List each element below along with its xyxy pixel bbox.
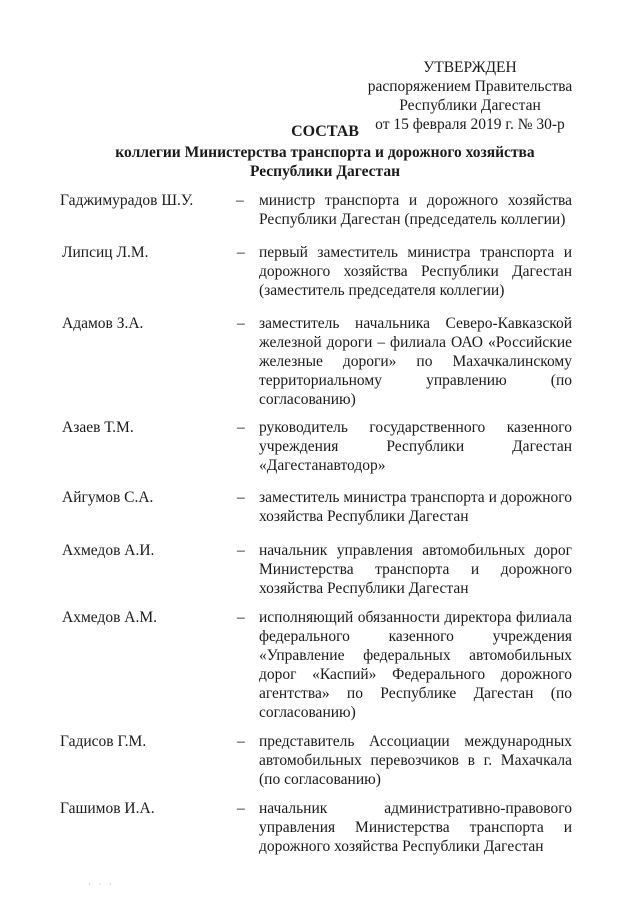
member-name: Ахмедов А.И. [62,542,155,559]
member-name: Гашимов И.А. [60,800,155,817]
member-name: Айгумов С.А. [62,489,154,506]
member-dash: – [237,489,245,506]
member-role: первый заместитель министра транспорта и дорожного хозяйства Республики Дагестан (заместитель председателя коллегии) [259,244,572,299]
approval-date-number: от 15 февраля 2019 г. № 30-р [375,116,565,133]
member-role: начальник управления автомобильных дорог Министерства транспорта и дорожного хозяйства Республики Дагестан [259,542,572,597]
title-subject: коллегии Министерства транспорта и дорожного хозяйства [115,144,535,161]
member-name: Гаджимурадов Ш.У. [60,192,194,209]
title-region: Республики Дагестан [249,163,401,180]
member-name: Азаев Т.М. [62,419,134,436]
member-role: заместитель начальника Северо-Кавказской железной дороги – филиала ОАО «Российские железные дороги» по Махачкалинскому территориальному управлению (по согласованию) [259,315,572,408]
approval-authority: распоряжением Правительства [367,78,573,95]
member-name: Ахмедов А.М. [62,609,157,626]
member-role: руководитель государственного казенного учреждения Республики Дагестан «Дагестанавтодор» [259,419,572,474]
member-dash: – [237,315,245,332]
member-name: Липсиц Л.М. [62,244,149,261]
member-dash: – [236,192,244,209]
member-role: представитель Ассоциации международных автомобильных перевозчиков в г. Махачкала (по согласованию) [259,733,572,788]
member-dash: – [237,609,245,626]
member-dash: – [237,733,245,750]
title-heading: СОСТАВ [291,123,359,140]
member-dash: – [237,800,245,817]
document-title [60,122,590,181]
member-name: Адамов З.А. [62,315,144,332]
member-name: Гадисов Г.М. [60,733,147,750]
member-role: начальник административно-правового управления Министерства транспорта и дорожного хозяйства Республики Дагестан [259,800,572,855]
member-dash: – [237,419,245,436]
approval-heading: УТВЕРЖДЕН [423,59,517,76]
member-role: министр транспорта и дорожного хозяйства Республики Дагестан (председатель коллегии) [259,192,572,228]
member-dash: – [237,542,245,559]
member-dash: – [237,244,245,261]
scan-noise: · · · [88,880,115,889]
approval-region: Республики Дагестан [399,97,541,114]
member-role: исполняющий обязанности директора филиала федерального казенного учреждения «Управление федеральных автомобильных дорог «Каспий» Федерального дорожного агентства» по Республике Дагестан (по согласованию) [259,609,572,721]
member-role: заместитель министра транспорта и дорожного хозяйства Республики Дагестан [259,489,572,525]
